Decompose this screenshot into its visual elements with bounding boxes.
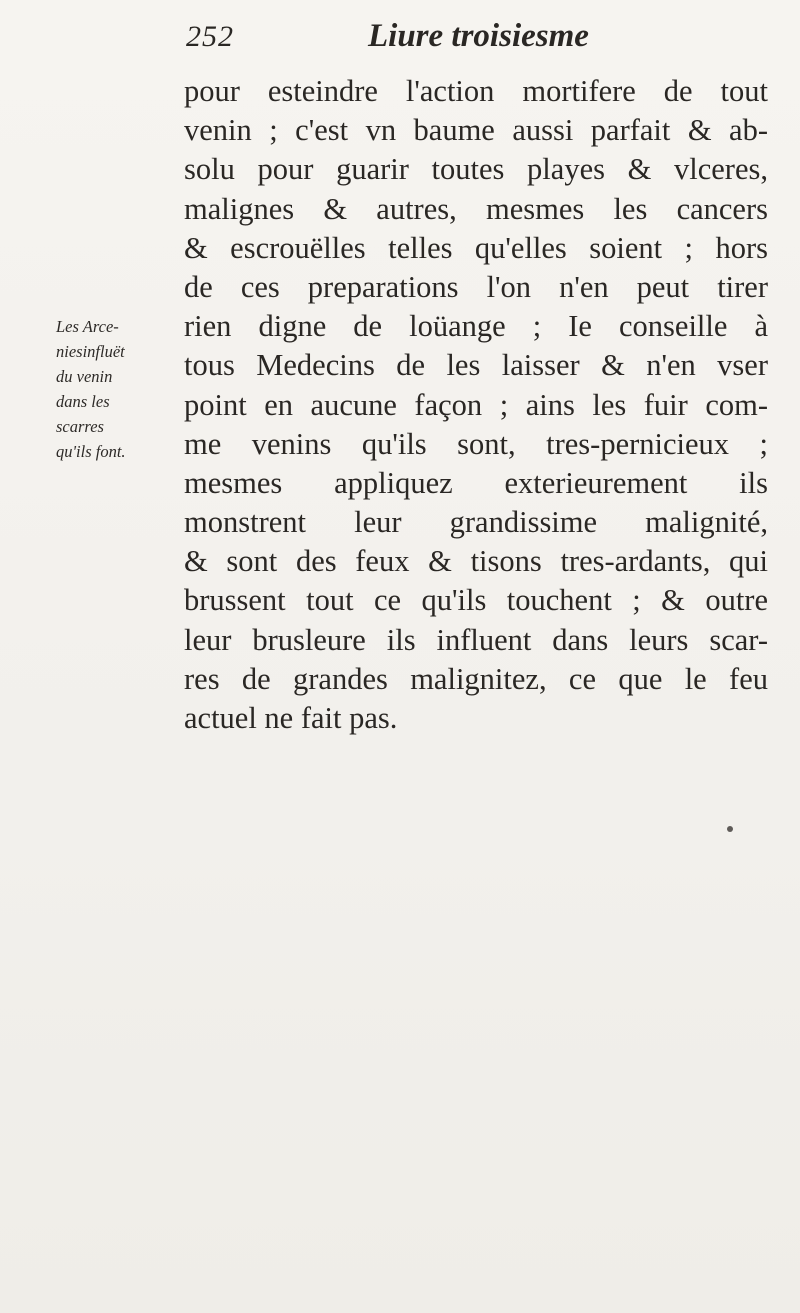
text-line: monstrent leur grandissime malignité,	[184, 505, 768, 540]
margin-note-line: dans les	[56, 392, 110, 411]
margin-note-line: du venin	[56, 367, 113, 386]
page-number: 252	[186, 20, 234, 53]
text-line: tous Medecins de les laisser & n'en vser	[184, 348, 768, 383]
text-line: actuel ne fait pas.	[184, 701, 398, 735]
text-line: venin ; c'est vn baume aussi parfait & ab-	[184, 113, 768, 148]
margin-note	[56, 314, 180, 464]
text-line: mesmes appliquez exterieurement ils	[184, 465, 768, 500]
ink-speck	[727, 826, 733, 832]
text-line: malignes & autres, mesmes les cancers	[184, 191, 768, 226]
text-line: & sont des feux & tisons tres-ardants, qui	[184, 544, 768, 579]
text-line: res de grandes malignitez, ce que le feu	[184, 661, 768, 696]
running-title: Liure troisiesme	[368, 18, 589, 54]
text-line: me venins qu'ils sont, tres-pernicieux ;	[184, 426, 768, 461]
text-line: rien digne de loüange ; Ie conseille à	[184, 309, 768, 344]
margin-note-line: Les Arce-	[56, 317, 119, 336]
margin-note-line: qu'ils font.	[56, 442, 126, 461]
text-line: point en aucune façon ; ains les fuir com-	[184, 387, 768, 422]
text-line: pour esteindre l'action mortifere de tout	[184, 74, 768, 108]
body-text	[184, 72, 768, 738]
text-line: de ces preparations l'on n'en peut tirer	[184, 269, 768, 304]
text-line: leur brusleure ils influent dans leurs scar-	[184, 622, 768, 657]
margin-note-line: scarres	[56, 417, 104, 436]
running-head	[186, 18, 606, 62]
text-line: solu pour guarir toutes playes & vlceres,	[184, 152, 768, 187]
margin-note-line: niesinfluët	[56, 342, 125, 361]
text-line: & escrouëlles telles qu'elles soient ; hors	[184, 230, 768, 265]
text-line: brussent tout ce qu'ils touchent ; & outre	[184, 583, 768, 618]
